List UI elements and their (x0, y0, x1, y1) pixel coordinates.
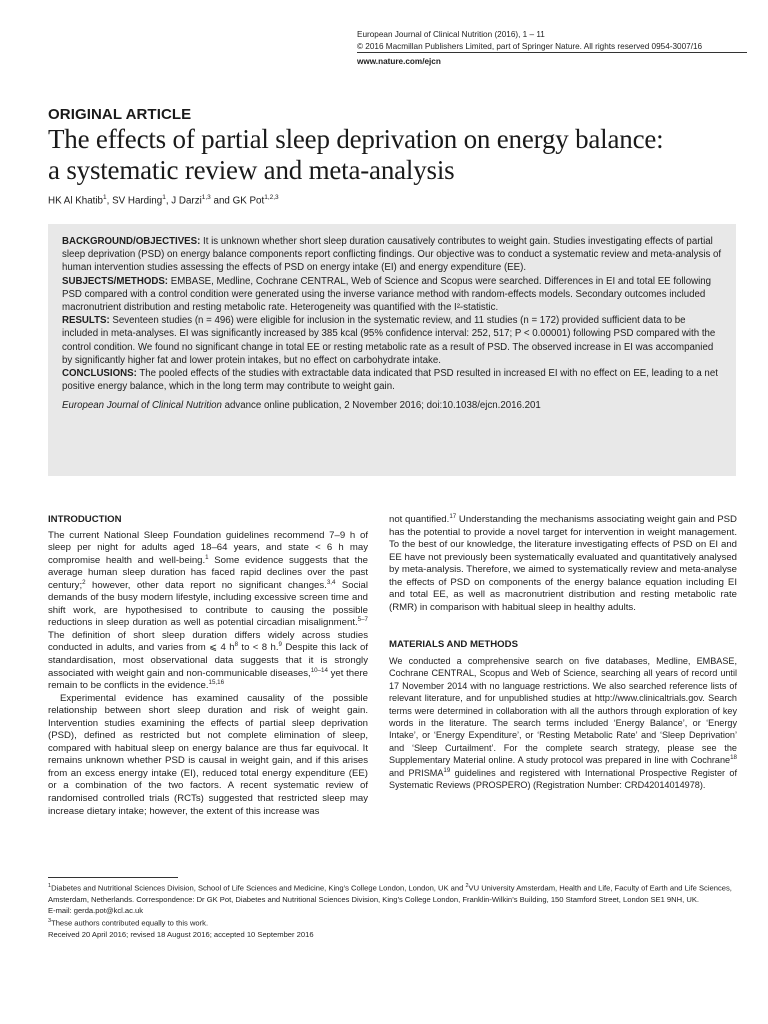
abstract-methods-label: SUBJECTS/METHODS: (62, 275, 169, 287)
text-run: guidelines and registered with International Prospective Register of Systematic Reviews (PROSPERO) (Registration Number: CRD42014014978). (389, 767, 737, 790)
abstract-methods-text: EMBASE, Medline, Cochrane CENTRAL, Web of Science and Scopus were searched. Differences in EI and total EE following PSD compared with a control condition were generated using the inverse variance method with random-effects models. Secondary outcomes included macronutrient distribution and resting metabolic rate. Heterogeneity was quantified with the I²-statistic. (62, 275, 712, 314)
email-footnote[interactable]: E-mail: gerda.pot@kcl.ac.uk (48, 905, 144, 915)
reference-marker[interactable]: 10–14 (310, 666, 328, 674)
affiliation-marker: 1,2,3 (264, 194, 279, 201)
abstract-results-text: Seventeen studies (n = 496) were eligible for inclusion in the systematic review, and 11 studies (n = 172) provided sufficient data to be included in meta-analyses. EI was significantly increased by 385 kcal (95% confidence interval: 252, 517; P < 0.00001) following PSD compared with the control condition. We found no significant change in total EE or resting metabolic rate as a result of PSD. The observed increase in EI was accompanied by significantly higher fat and lower protein intakes, but no effect on carbohydrate intake. (62, 315, 716, 366)
header-divider (357, 52, 747, 53)
journal-citation-line: European Journal of Clinical Nutrition (2016), 1 – 11 (357, 30, 545, 39)
left-column (48, 514, 368, 818)
methods-paragraph-1 (389, 655, 737, 791)
author-list: HK Al Khatib$^1$, SV Harding$^1$, J Darzi$^{1,3}$ and GK Pot$^{1,2,3}$ (48, 194, 279, 207)
reference-marker[interactable]: 2 (82, 578, 86, 586)
text-run: The definition of short sleep duration differs widely across studies conducted in adults, and varies from ⩽ 4 h (48, 629, 368, 654)
affiliations-footnote (48, 881, 738, 905)
abstract-background-text: It is unknown whether short sleep duration causatively contributes to weight gain. Studies investigating effects of partial sleep deprivation (PSD) on energy balance components report conflicting findings. Our objective was to conduct a systematic review and meta-analysis of human intervention studies assessing the effects of PSD on energy intake (EI) and energy expenditure (EE). (62, 236, 722, 274)
reference-marker[interactable]: 17 (449, 512, 457, 520)
affiliation-marker: 2 (465, 883, 469, 889)
citation-journal-name: European Journal of Clinical Nutrition (62, 400, 222, 412)
methods-heading: MATERIALS AND METHODS (389, 639, 518, 651)
abstract-background (62, 235, 722, 275)
author-name: SV Harding (112, 195, 163, 207)
text-run: Understanding the mechanisms associating weight gain and PSD has the potential to provide a novel target for intervention in weight management. To the best of our knowledge, the literature investigating effects of PSD on EI and EE have not previously been systematically evaluated and quantitatively analysed by meta-analysis. Therefore, we aimed to systematically review and meta-analyse the effects of PSD on components of the energy balance equation including EI and total EE, as well as macronutrient distribution and resting metabolic rate (RMR) in comparison with habitual sleep in healthy adults. (389, 514, 737, 613)
text-run: Some evidence suggests that the average human sleep duration has faced rapid declines over the past century; (48, 554, 369, 591)
text-run: Diabetes and Nutritional Sciences Division, School of Life Sciences and Medicine, King’s College London, London, UK and (51, 883, 466, 893)
author-name: HK Al Khatib (48, 195, 104, 207)
text-run: however, other data report no significant changes. (85, 579, 327, 591)
reference-marker[interactable]: 19 (443, 766, 451, 774)
text-run: We conducted a comprehensive search on five databases, Medline, EMBASE, Cochrane CENTRAL, Scopus and Web of Science, searching all years of record until 17 November 2014 with no language restrictions. We also searched reference lists of relevant literature, and for unpublished studies at http://www.clinicaltrials.gov. Search terms were determined in collaboration with all the authors through exploration of key words in the literature. The search terms included ‘Energy Balance’, or ‘Energy Intake’, or ‘Energy Expenditure’, or ‘Resting Metabolic Rate’ and ‘Sleep Deprivation’ and ‘Sleep Curtailment’. For the complete search strategy, please see the Supplementary Material online. A study protocol was prepared in line with Cochrane (389, 655, 737, 766)
text-run: The current National Sleep Foundation guidelines recommend 7–9 h of sleep per night for adults aged 18–64 years, and state < 6 h may compromise health and well-being. (48, 529, 368, 566)
text-run: VU University Amsterdam, Health and Life, Faculty of Earth and Life Sciences, Amsterdam, Netherlands. Correspondence: Dr GK Pot, Diabetes and Nutritional Sciences Division, King’s College London, Franklin-Wilkin’s Building, 150 Stamford Street, London SE1 9NH, UK. (48, 883, 732, 904)
text-run: to < 8 h. (238, 642, 279, 654)
text-run: yet there remain to be conflicts in the evidence. (48, 667, 368, 692)
reference-marker[interactable]: 15,16 (208, 678, 225, 686)
affiliation-marker: 3 (48, 918, 52, 925)
reference-marker[interactable]: 3,4 (326, 578, 336, 586)
footnotes (48, 881, 738, 940)
journal-header (357, 29, 747, 68)
contribution-footnote (48, 916, 738, 929)
affiliation-marker: 1 (48, 883, 52, 889)
intro-paragraph-3 (389, 514, 737, 614)
affiliation-marker: 1 (162, 194, 166, 201)
abstract-conclusions-text: The pooled effects of the studies with extractable data indicated that PSD resulted in increased EI with no effect on EE, leading to a net positive energy balance, which in the long term may contribute to weight gain. (62, 368, 718, 393)
title-line-2: a systematic review and meta-analysis (48, 155, 455, 185)
text-run: not quantified. (389, 514, 450, 525)
abstract-citation (62, 399, 722, 412)
journal-url[interactable]: www.nature.com/ejcn (357, 57, 441, 66)
copyright-line: © 2016 Macmillan Publishers Limited, part of Springer Nature. All rights reserved 0954-3007/16 (357, 42, 703, 51)
author-name: GK Pot (232, 195, 265, 207)
received-dates: Received 20 April 2016; revised 18 August 2016; accepted 10 September 2016 (48, 929, 314, 939)
affiliation-marker: 1 (103, 194, 107, 201)
abstract-results (62, 314, 722, 367)
text-run: These authors contributed equally to this work. (51, 918, 209, 928)
abstract-results-label: RESULTS: (62, 315, 110, 327)
intro-paragraph-2: Experimental evidence has examined causality of the possible relationship between short sleep duration and risk of weight gain. Intervention studies examining the effects of partial sleep deprivation (PSD), defined as restricted but not complete elimination of sleep, compared with habitual sleep on energy balance are thus far equivocal. It remains unknown whether PSD is causal in weight gain, and if this arises from an excess energy intake (EI), reduced total energy expenditure (EE) or a combination of the two factors. A recent systematic review of randomised controlled trials (RCTs) suggested that restricted sleep may increase dietary intake; however, the extent of this increase was (48, 692, 368, 817)
article-title (48, 124, 738, 186)
reference-marker[interactable]: 5–7 (357, 616, 368, 624)
footnote-divider (48, 877, 178, 878)
intro-paragraph-1 (48, 530, 368, 693)
right-column (389, 514, 737, 791)
text-run: Despite this lack of standardisation, most observational data suggests that it is strongly associated with weight gain and non-communicable diseases, (48, 642, 369, 679)
reference-marker[interactable]: 1 (205, 553, 209, 561)
reference-marker[interactable]: 8 (234, 641, 239, 649)
abstract-conclusions-label: CONCLUSIONS: (62, 368, 137, 380)
affiliation-marker: 1,3 (201, 194, 211, 201)
abstract-box (48, 224, 736, 476)
title-line-1: The effects of partial sleep deprivation on energy balance: (48, 124, 664, 154)
text-run: and PRISMA (389, 767, 444, 778)
article-type-label: ORIGINAL ARTICLE (48, 106, 192, 123)
abstract-methods (62, 275, 722, 315)
introduction-heading: INTRODUCTION (48, 514, 122, 525)
reference-marker[interactable]: 9 (278, 641, 282, 649)
text-run: Social demands of the busy modern lifestyle, including excessive screen time and shift work, are hypothesised to contribute to causing the possible reductions in sleep duration as well as potential circadian misalignment. (48, 579, 368, 629)
reference-marker[interactable]: 18 (730, 754, 737, 762)
citation-details: advance online publication, 2 November 2016; doi:10.1038/ejcn.2016.201 (221, 400, 541, 412)
author-name: J Darzi (171, 195, 202, 207)
abstract-background-label: BACKGROUND/OBJECTIVES: (62, 236, 201, 247)
abstract-conclusions (62, 367, 722, 393)
